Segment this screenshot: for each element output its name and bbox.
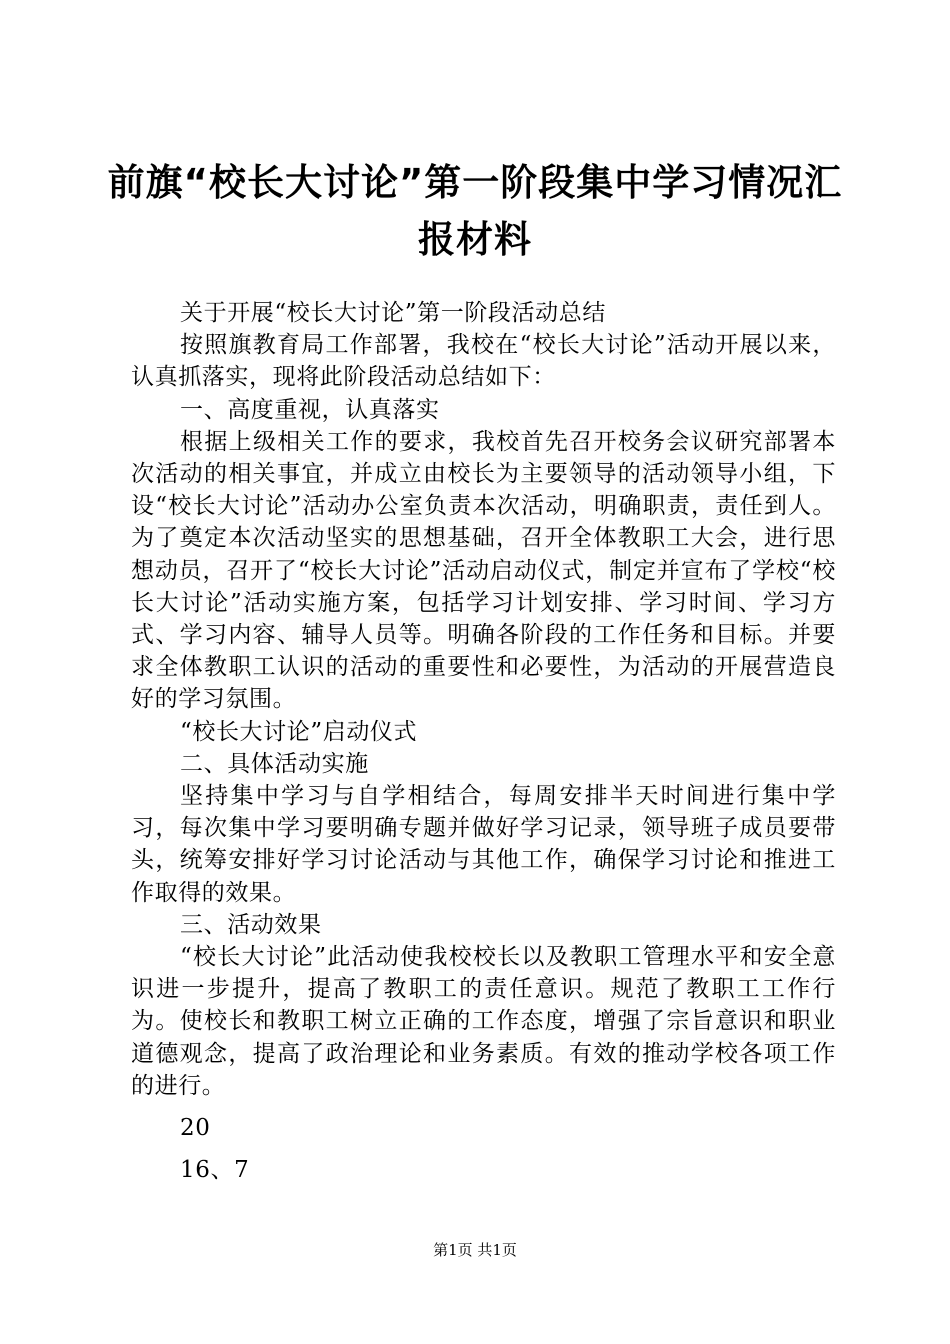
intro-paragraph: 按照旗教育局工作部署，我校在“校长大讨论”活动开展以来，认真抓落实，现将此阶段活动总结如下： [131, 332, 836, 391]
date-line-1: 20 [180, 1115, 211, 1142]
section-3-paragraph: “校长大讨论”此活动使我校校长以及教职工管理水平和安全意识进一步提升，提高了教职工的责任意识。规范了教职工工作行为。使校长和教职工树立正确的工作态度，增强了宗旨意识和职业道德观念，提高了政治理论和业务素质。有效的推动学校各项工作的进行。 [131, 944, 836, 1099]
document-title-line-1: 前旗“校长大讨论”第一阶段集中学习情况汇 [107, 161, 843, 204]
document-title-line-2: 报材料 [418, 218, 532, 261]
section-1-paragraph: 根据上级相关工作的要求，我校首先召开校务会议研究部署本次活动的相关事宜，并成立由校长为主要领导的活动领导小组，下设“校长大讨论”活动办公室负责本次活动，明确职责，责任到人。为了奠定本次活动坚实的思想基础，召开全体教职工大会，进行思想动员，召开了“校长大讨论”活动启动仪式，制定并宣布了学校“校长大讨论”活动实施方案，包括学习计划安排、学习时间、学习方式、学习内容、辅导人员等。明确各阶段的工作任务和目标。并要求全体教职工认识的活动的重要性和必要性，为活动的开展营造良好的学习氛围。 [131, 428, 836, 713]
section-2-paragraph: 坚持集中学习与自学相结合，每周安排半天时间进行集中学习，每次集中学习要明确专题并做好学习记录，领导班子成员要带头，统筹安排好学习讨论活动与其他工作，确保学习讨论和推进工作取得的效果。 [131, 783, 836, 906]
page-footer: 第1页 共1页 [433, 1241, 517, 1259]
subtitle-paragraph: 关于开展“校长大讨论”第一阶段活动总结 [180, 300, 606, 326]
section-heading-1: 一、高度重视，认真落实 [180, 396, 440, 423]
section-heading-2: 二、具体活动实施 [180, 750, 369, 777]
caption-paragraph: “校长大讨论”启动仪式 [180, 718, 418, 745]
section-heading-3: 三、活动效果 [180, 911, 322, 938]
date-line-2: 16、7 [180, 1157, 250, 1184]
document-body [131, 297, 836, 1186]
